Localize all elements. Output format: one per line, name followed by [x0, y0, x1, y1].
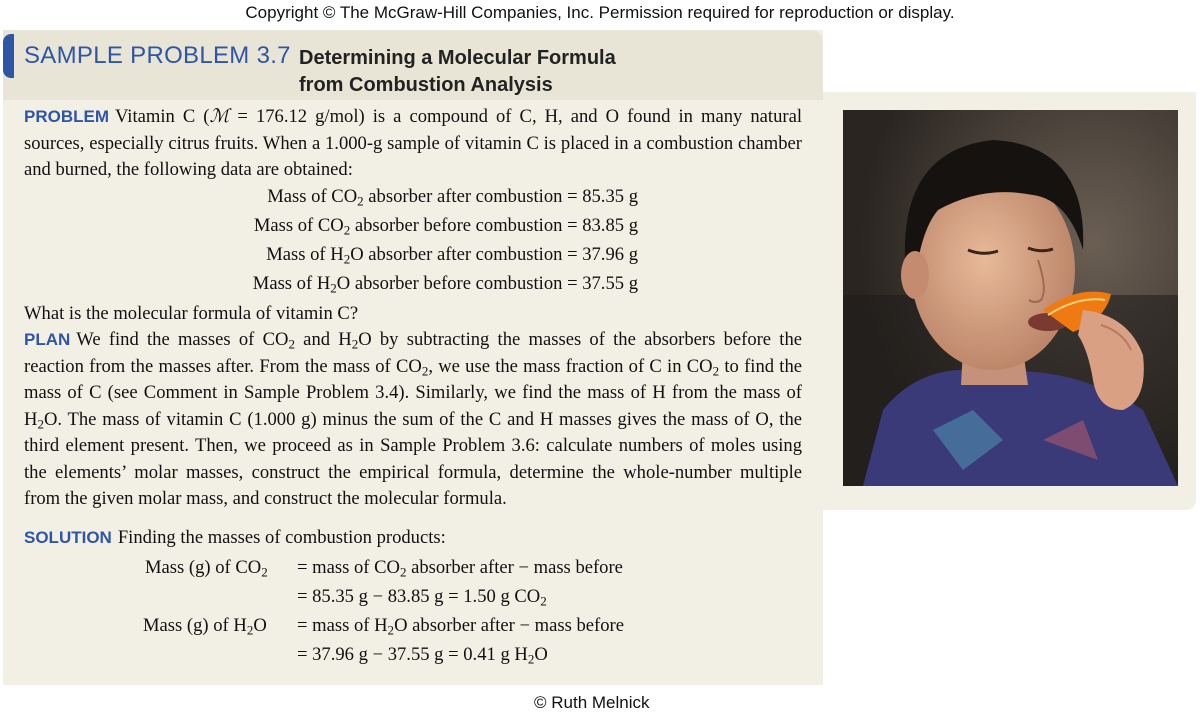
photo-boy-eating-orange	[843, 110, 1178, 486]
sample-problem-title: Determining a Molecular Formula from Combustion Analysis	[299, 47, 616, 96]
co2-mass-result: = 85.35 g − 83.85 g = 1.50 g $CO_2$	[297, 586, 547, 609]
co2-mass-label: Mass (g) of $CO_2$	[145, 557, 268, 580]
problem-question: What is the molecular formula of vitamin C?	[24, 303, 359, 324]
data-line-2: Mass of $CO_2$ absorber before combustion = 83.85 g	[253, 215, 638, 238]
molar-mass-symbol: ℳ	[209, 106, 230, 127]
h2o-mass-label: Mass (g) of $H_2O$	[143, 615, 267, 638]
header-accent-tab	[3, 34, 14, 78]
photo-credit: © Ruth Melnick	[534, 693, 650, 712]
solution-intro: SOLUTION Finding the masses of combustion products:	[24, 527, 446, 548]
problem-paragraph: PROBLEM Vitamin C (ℳ = 176.12 g/mol) is a compound of C, H, and O found in many natural sources, especially citrus fruits. When a 1.000-g sample of vitamin C is placed in a combustion chamber and burned, the following data are obtained:	[24, 106, 802, 180]
data-line-3: Mass of $H_2O$ absorber after combustion = 37.96 g	[266, 244, 638, 267]
photo-illustration	[843, 110, 1178, 486]
plan-keyword: PLAN	[24, 330, 71, 349]
problem-keyword: PROBLEM	[24, 107, 109, 126]
h2o-mass-expression: = mass of $H_2O$ absorber after − mass before	[297, 615, 624, 638]
co2-mass-expression: = mass of $CO_2$ absorber after − mass before	[297, 557, 623, 580]
plan-paragraph: PLAN We find the masses of $CO_2$ and $H_2O$ by subtracting the masses of the absorbers before the reaction from the masses after. From the mass of $CO_2$, we use the mass fraction of C in $CO_2$ to find the mass of C (see Comment in Sample Problem 3.4). Similarly, we find the mass of H from the mass of $H_2O$. The mass of vitamin C (1.000 g) minus the sum of the C and H masses gives the mass of O, the third element present. Then, we proceed as in Sample Problem 3.6: calculate numbers of moles using the elements’ molar masses, construct the empirical formula, determine the whole-number multiple from the given molar mass, and construct the molecular formula.	[24, 329, 803, 509]
sample-problem-label: SAMPLE PROBLEM 3.7	[24, 42, 291, 69]
solution-keyword: SOLUTION	[24, 528, 112, 547]
data-line-4: Mass of $H_2O$ absorber before combustion = 37.55 g	[252, 273, 638, 296]
data-line-1: Mass of $CO_2$ absorber after combustion = 85.35 g	[267, 186, 638, 209]
copyright-notice: Copyright © The McGraw-Hill Companies, Inc. Permission required for reproduction or display.	[245, 3, 955, 22]
h2o-mass-result: = 37.96 g − 37.55 g = 0.41 g $H_2O$	[297, 644, 548, 667]
